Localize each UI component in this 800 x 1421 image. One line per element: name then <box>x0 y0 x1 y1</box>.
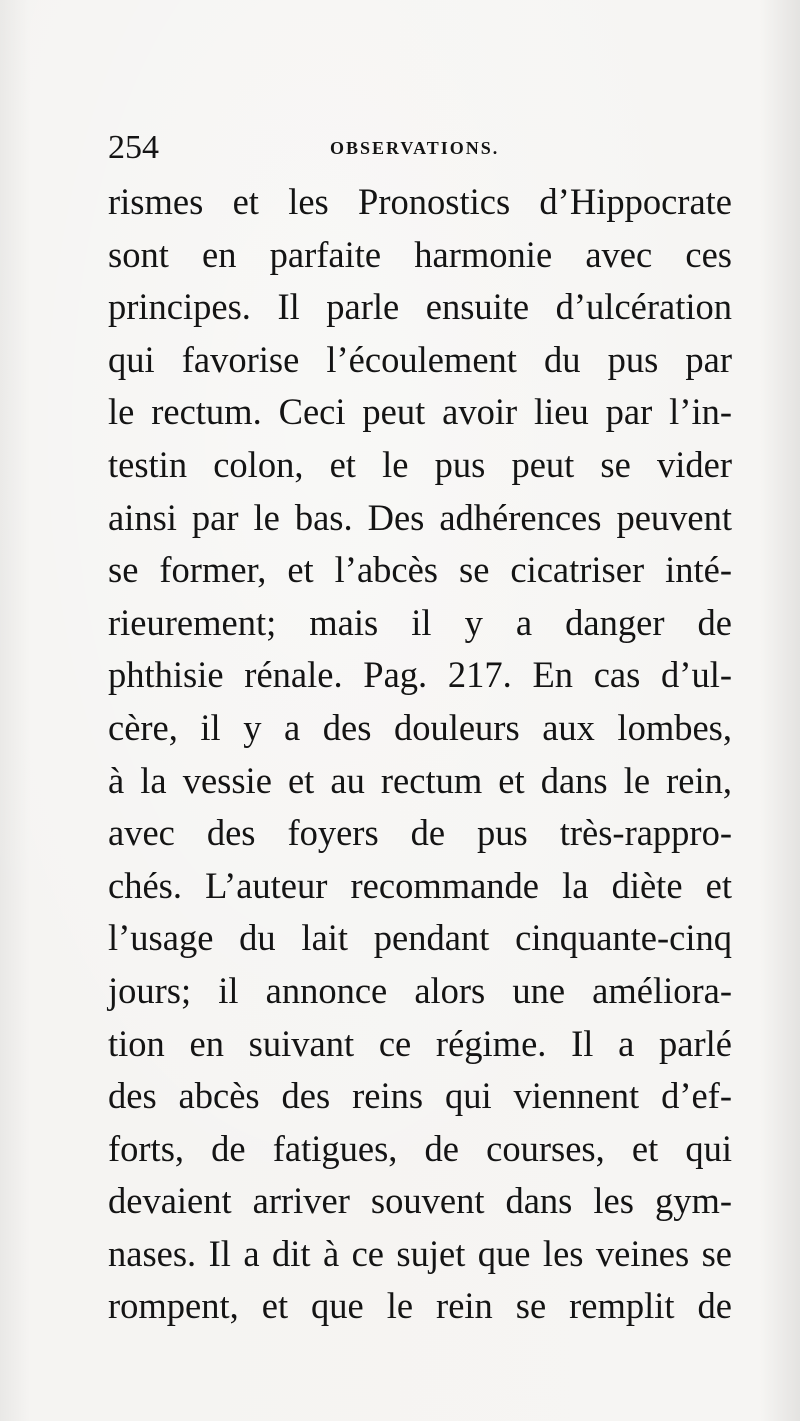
text-line: nases. Il a dit à ce sujet que les veines se <box>108 1232 732 1274</box>
text-line: testin colon, et le pus peut se vider <box>108 443 732 485</box>
text-line: devaient arriver souvent dans les gym- <box>108 1180 732 1222</box>
text-line: ainsi par le bas. Des adhérences peuvent <box>108 496 732 538</box>
body-text <box>108 176 736 1333</box>
text-line: forts, de fatigues, de courses, et qui <box>108 1127 732 1169</box>
text-line: qui favorise l’écoulement du pus par <box>108 338 732 380</box>
page-header <box>108 128 728 168</box>
text-line: sont en parfaite harmonie avec ces <box>108 233 732 275</box>
text-line: avec des foyers de pus très-rappro- <box>108 812 732 854</box>
text-line: tion en suivant ce régime. Il a parlé <box>108 1022 732 1064</box>
text-line: chés. L’auteur recommande la diète et <box>108 864 732 906</box>
text-line: à la vessie et au rectum et dans le rein, <box>108 759 732 801</box>
text-line: se former, et l’abcès se cicatriser inté- <box>108 549 732 591</box>
page-number: 254 <box>108 129 159 166</box>
text-line: principes. Il parle ensuite d’ulcération <box>108 286 732 328</box>
text-line: le rectum. Ceci peut avoir lieu par l’in- <box>108 391 732 433</box>
text-line: rismes et les Pronostics d’Hippocrate <box>108 181 732 222</box>
text-line: cère, il y a des douleurs aux lombes, <box>108 706 732 748</box>
text-line: rompent, et que le rein se remplit de <box>108 1285 732 1327</box>
text-line: jours; il annonce alors une améliora- <box>108 969 732 1011</box>
text-line: phthisie rénale. Pag. 217. En cas d’ul- <box>108 654 732 696</box>
running-head: OBSERVATIONS. <box>330 138 500 158</box>
text-line: l’usage du lait pendant cinquante-cinq <box>108 917 732 959</box>
text-line: rieurement; mais il y a danger de <box>108 601 732 643</box>
text-line: des abcès des reins qui viennent d’ef- <box>108 1075 732 1117</box>
